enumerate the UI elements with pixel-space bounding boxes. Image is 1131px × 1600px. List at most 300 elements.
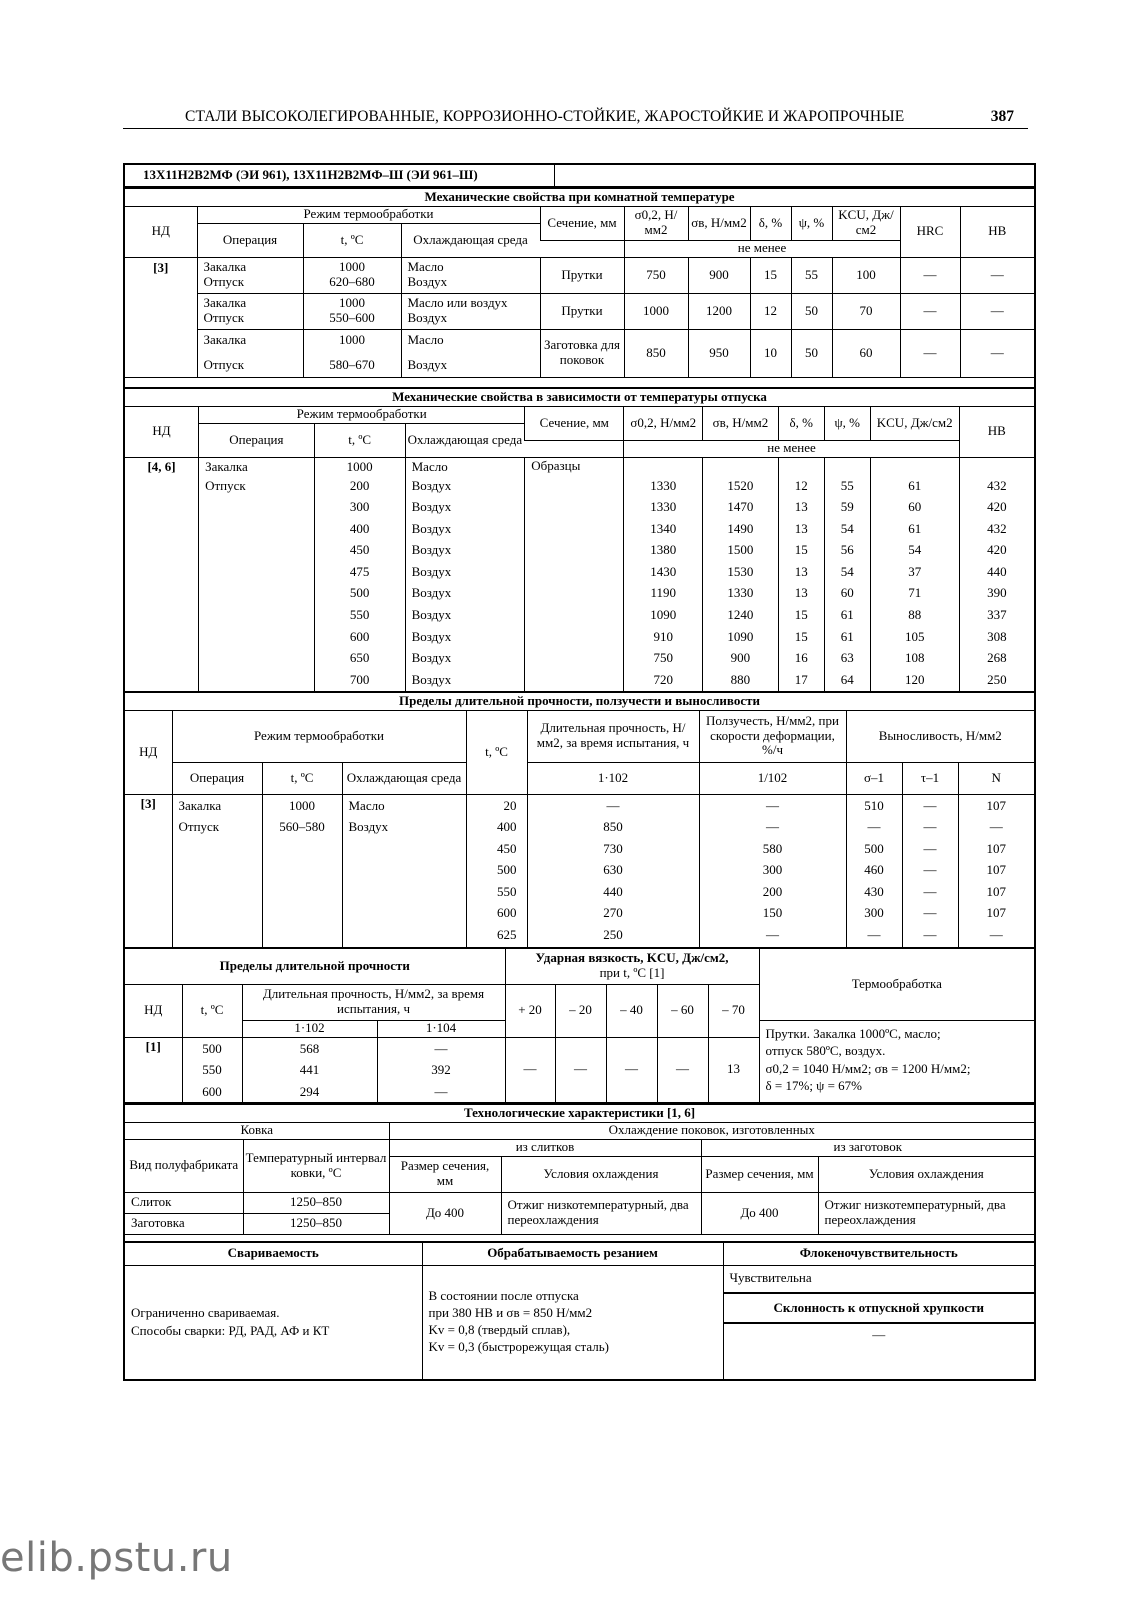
s2-m0: Масло bbox=[411, 458, 448, 474]
s1-op2: Отпуск bbox=[203, 357, 245, 372]
list-item: 1490 bbox=[727, 520, 754, 536]
s4-ht-line: отпуск 580ºС, воздух. bbox=[765, 1043, 886, 1059]
list-item: 55 bbox=[840, 477, 854, 493]
section-misc bbox=[125, 1241, 1034, 1383]
s1-hb: — bbox=[960, 329, 1034, 377]
list-item: 580 bbox=[762, 840, 783, 856]
list-item: Воздух bbox=[411, 671, 452, 687]
s5-type: Слиток bbox=[125, 1192, 243, 1213]
s6-brit-title: Склонность к отпускной хрупкости bbox=[723, 1293, 1034, 1323]
s3-h-t2: t, ºС bbox=[262, 762, 342, 794]
s1-h-mode: Режим термообработки bbox=[197, 206, 540, 223]
s1-h-min: не менее bbox=[624, 240, 900, 257]
steel-datasheet bbox=[123, 163, 1036, 1381]
list-item: — bbox=[434, 1083, 448, 1099]
s2-kcu-list bbox=[870, 457, 959, 691]
s1-hrc: — bbox=[900, 257, 960, 293]
list-item: Воздух bbox=[411, 499, 452, 515]
list-item: 1330 bbox=[650, 477, 677, 493]
list-item: 108 bbox=[904, 650, 925, 666]
s5-h-cond-1: Условия охлаждения bbox=[501, 1156, 701, 1192]
list-item: 61 bbox=[908, 520, 922, 536]
s1-h-section: Сечение, мм bbox=[540, 206, 624, 240]
s4-ht-line: Прутки. Закалка 1000ºС, масло; bbox=[765, 1025, 941, 1041]
s2-h-section: Сечение, мм bbox=[525, 406, 624, 440]
s3-h-sm1: σ–1 bbox=[846, 762, 902, 794]
list-item: 550 bbox=[497, 883, 517, 899]
s3-body bbox=[125, 794, 1034, 947]
list-item: — bbox=[606, 797, 620, 813]
list-item: 750 bbox=[653, 650, 673, 666]
list-item: 450 bbox=[349, 542, 370, 558]
list-item: 475 bbox=[349, 563, 370, 579]
list-item: 550 bbox=[349, 607, 370, 623]
s4-ht-line: σ0,2 = 1040 Н/мм2; σв = 1200 Н/мм2; bbox=[765, 1060, 971, 1076]
list-item: — bbox=[867, 927, 881, 943]
list-item: 441 bbox=[299, 1062, 320, 1078]
s1-m1: Масло bbox=[407, 259, 444, 275]
section-lp-kcu bbox=[125, 947, 1034, 1105]
list-item: 500 bbox=[349, 585, 370, 601]
list-item: — bbox=[867, 819, 881, 835]
list-item: 15 bbox=[794, 607, 808, 623]
s1-op1: Закалка bbox=[203, 332, 247, 348]
s6-flock-val: Чувствительна bbox=[723, 1265, 1034, 1293]
s3-h-mode: Режим термообработки bbox=[172, 710, 466, 762]
table-row bbox=[125, 257, 1034, 293]
s2-body bbox=[125, 457, 1034, 691]
s6-weld-title: Свариваемость bbox=[125, 1243, 422, 1265]
table-row bbox=[125, 329, 1034, 377]
list-item: 432 bbox=[987, 520, 1007, 536]
list-item: 910 bbox=[653, 628, 673, 644]
section-temper-temp bbox=[125, 387, 1034, 693]
s5-cond-1: Отжиг низкотемпературный, два переохлаждения bbox=[501, 1192, 701, 1234]
list-item: 392 bbox=[431, 1062, 451, 1078]
s2-m-list bbox=[405, 457, 525, 691]
s2-t-list bbox=[314, 457, 405, 691]
s4-nd: [1] bbox=[125, 1037, 182, 1103]
s1-t2: 550–600 bbox=[329, 310, 375, 325]
list-item: 460 bbox=[864, 862, 884, 878]
s2-op2: Отпуск bbox=[205, 477, 246, 493]
s2-title: Механические свойства в зависимости от температуры отпуска bbox=[125, 389, 1034, 406]
s3-cr-list bbox=[699, 794, 846, 947]
list-item: 268 bbox=[987, 650, 1007, 666]
s3-m1: Масло bbox=[348, 797, 385, 813]
s1-t2: 620–680 bbox=[329, 274, 375, 289]
s4-kcu-0: — bbox=[505, 1037, 555, 1103]
s1-h-kcu: KCU, Дж/см2 bbox=[832, 206, 900, 240]
s2-h-t: t, ºС bbox=[314, 423, 405, 457]
list-item: 600 bbox=[349, 628, 370, 644]
list-item: 105 bbox=[904, 628, 925, 644]
s2-h-hb: НВ bbox=[959, 406, 1034, 457]
s4-title-kcu bbox=[505, 949, 759, 984]
s1-sv: 900 bbox=[688, 257, 750, 293]
s1-h-t: t, ºС bbox=[303, 223, 401, 257]
s1-h-sv: σв, Н/мм2 bbox=[688, 206, 750, 240]
list-item: 650 bbox=[349, 650, 370, 666]
s4-title-lp: Пределы длительной прочности bbox=[125, 949, 505, 984]
s5-cooling: Охлаждение поковок, изготовленных bbox=[389, 1122, 1034, 1139]
list-item: 308 bbox=[987, 628, 1007, 644]
s1-t1: 1000 bbox=[339, 259, 365, 275]
s1-sec: Заготовка для поковок bbox=[540, 329, 624, 377]
list-item: — bbox=[923, 862, 937, 878]
s3-h-lp: Длительная прочность, Н/мм2, за время испытания, ч bbox=[527, 710, 699, 762]
list-item: 300 bbox=[762, 862, 783, 878]
list-item: Воздух bbox=[411, 520, 452, 536]
page-number: 387 bbox=[990, 108, 1014, 125]
s2-op1: Закалка bbox=[205, 458, 248, 474]
s1-m2: Воздух bbox=[407, 357, 448, 372]
s2-h-kcu: KCU, Дж/см2 bbox=[870, 406, 959, 440]
list-item: 107 bbox=[986, 862, 1006, 878]
list-item: — bbox=[766, 819, 779, 835]
s1-m2: Воздух bbox=[407, 274, 448, 289]
list-item: 294 bbox=[299, 1083, 320, 1099]
s1-h-section-cont bbox=[540, 240, 624, 257]
list-item: 500 bbox=[864, 840, 884, 856]
watermark: elib.pstu.ru bbox=[0, 1535, 233, 1581]
s4-kcu-4: 13 bbox=[708, 1037, 759, 1103]
s5-h-size-2: Размер сечения, мм bbox=[701, 1156, 818, 1192]
s2-h-op: Операция bbox=[199, 423, 315, 457]
list-item: — bbox=[923, 840, 937, 856]
list-item: 64 bbox=[840, 671, 854, 687]
list-item: — bbox=[923, 819, 937, 835]
list-item: 200 bbox=[349, 477, 370, 493]
list-item: 390 bbox=[987, 585, 1007, 601]
s3-tau-list bbox=[902, 794, 958, 947]
s1-s02: 1000 bbox=[624, 293, 688, 329]
s1-sv: 950 bbox=[688, 329, 750, 377]
list-item: 1330 bbox=[727, 585, 754, 601]
list-item: 20 bbox=[503, 797, 517, 813]
list-item: 270 bbox=[603, 905, 623, 921]
list-item: 500 bbox=[202, 1040, 222, 1056]
s2-d-list bbox=[778, 457, 824, 691]
s1-d: 15 bbox=[750, 257, 791, 293]
s1-t1: 1000 bbox=[339, 295, 365, 311]
s6-brit-val: — bbox=[723, 1323, 1034, 1379]
s3-h-medium: Охлаждающая среда bbox=[342, 762, 466, 794]
list-item: 13 bbox=[794, 499, 808, 515]
s4-t-list bbox=[182, 1037, 242, 1103]
s3-h-creep: Ползучесть, Н/мм2, при скорости деформации, %/ч bbox=[699, 710, 846, 762]
list-item: — bbox=[766, 927, 779, 943]
s2-h-nd: НД bbox=[125, 406, 199, 457]
list-item: 13 bbox=[794, 563, 808, 579]
list-item: 107 bbox=[986, 883, 1006, 899]
list-item: — bbox=[923, 927, 937, 943]
list-item: 1470 bbox=[727, 499, 754, 515]
list-item: 88 bbox=[908, 607, 922, 623]
list-item: 150 bbox=[762, 905, 783, 921]
s4-h-1e2: 1·102 bbox=[242, 1020, 377, 1037]
s5-h-range: Температурный интервал ковки, ºС bbox=[243, 1139, 389, 1192]
list-item: Воздух bbox=[411, 477, 452, 493]
s1-kcu: 100 bbox=[832, 257, 900, 293]
list-item: 16 bbox=[794, 650, 808, 666]
s3-h-lp-sub: 1·102 bbox=[527, 762, 699, 794]
s6-mach-line: Kv = 0,3 (быстрорежущая сталь) bbox=[428, 1338, 610, 1354]
s4-h-1e4: 1·104 bbox=[377, 1020, 505, 1037]
list-item: Воздух bbox=[411, 650, 452, 666]
s5-h-cond-2: Условия охлаждения bbox=[818, 1156, 1034, 1192]
s3-t-list bbox=[466, 794, 527, 947]
s1-sec: Прутки bbox=[540, 257, 624, 293]
s3-h-endur: Выносливость, Н/мм2 bbox=[846, 710, 1034, 762]
list-item: 510 bbox=[864, 797, 884, 813]
s1-hb: — bbox=[960, 293, 1034, 329]
s4-temp-2: – 40 bbox=[606, 984, 657, 1037]
s6-mach-title: Обрабатываемость резанием bbox=[422, 1243, 723, 1265]
list-item: 700 bbox=[349, 671, 370, 687]
s3-h-t: t, ºС bbox=[466, 710, 527, 794]
list-item: 1240 bbox=[727, 607, 754, 623]
list-item: 54 bbox=[840, 563, 854, 579]
list-item: 400 bbox=[349, 520, 370, 536]
list-item: 500 bbox=[497, 862, 517, 878]
s4-temp-1: – 20 bbox=[555, 984, 606, 1037]
list-item: — bbox=[766, 797, 779, 813]
s3-s-list bbox=[846, 794, 902, 947]
list-item: 1430 bbox=[650, 563, 677, 579]
list-item: 600 bbox=[497, 905, 517, 921]
s6-weld-line: Способы сварки: РД, РАД, АФ и КТ bbox=[131, 1323, 330, 1338]
list-item: Воздух bbox=[411, 607, 452, 623]
s5-size-1: До 400 bbox=[389, 1192, 501, 1234]
list-item: 200 bbox=[762, 883, 783, 899]
grade-row bbox=[125, 165, 1034, 187]
s4-title-kcu-sub: при t, ºС [1] bbox=[599, 965, 665, 981]
s1-h-hb: НВ bbox=[960, 206, 1034, 257]
s1-nd: [3] bbox=[125, 257, 197, 377]
s3-m2: Воздух bbox=[348, 819, 389, 835]
s5-type: Заготовка bbox=[125, 1213, 243, 1234]
s2-h-sv: σв, Н/мм2 bbox=[703, 406, 779, 440]
list-item: — bbox=[434, 1040, 448, 1056]
s1-s02: 750 bbox=[624, 257, 688, 293]
list-item: 63 bbox=[840, 650, 854, 666]
s1-title: Механические свойства при комнатной температуре bbox=[125, 189, 1034, 206]
list-item: 107 bbox=[986, 905, 1006, 921]
list-item: 250 bbox=[987, 671, 1007, 687]
table-row bbox=[125, 1192, 1034, 1213]
list-item: 61 bbox=[840, 607, 854, 623]
s5-cond-2: Отжиг низкотемпературный, два переохлаждения bbox=[818, 1192, 1034, 1234]
running-title: СТАЛИ ВЫСОКОЛЕГИРОВАННЫЕ, КОРРОЗИОННО-СТОЙКИЕ, ЖАРОСТОЙКИЕ И ЖАРОПРОЧНЫЕ bbox=[185, 108, 905, 125]
s2-sec: Образцы bbox=[525, 457, 624, 691]
list-item: 13 bbox=[794, 585, 808, 601]
s2-h-s02: σ0,2, Н/мм2 bbox=[624, 406, 703, 440]
s1-m2: Воздух bbox=[407, 310, 448, 325]
s1-hrc: — bbox=[900, 329, 960, 377]
s5-size-2: До 400 bbox=[701, 1192, 818, 1234]
list-item: 400 bbox=[497, 819, 517, 835]
s1-t1: 1000 bbox=[339, 332, 365, 348]
list-item: 420 bbox=[987, 499, 1007, 515]
s3-h-nd: НД bbox=[125, 710, 172, 794]
list-item: — bbox=[989, 819, 1003, 835]
list-item: 54 bbox=[840, 520, 854, 536]
list-item: 1090 bbox=[650, 607, 677, 623]
section-creep bbox=[125, 691, 1034, 949]
list-item: 625 bbox=[497, 927, 517, 943]
list-item: 440 bbox=[987, 563, 1007, 579]
list-item: — bbox=[923, 883, 937, 899]
list-item: 337 bbox=[987, 607, 1007, 623]
s6-mach-line: В состоянии после отпуска bbox=[428, 1288, 579, 1304]
s4-title-ht: Термообработка bbox=[759, 949, 1034, 1020]
s2-s02-list bbox=[624, 457, 703, 691]
s3-op2: Отпуск bbox=[178, 819, 220, 835]
list-item: 71 bbox=[908, 585, 922, 601]
s2-h-medium: Охлаждающая среда bbox=[405, 423, 525, 457]
list-item: 420 bbox=[987, 542, 1007, 558]
list-item: 1090 bbox=[727, 628, 754, 644]
list-item: 300 bbox=[349, 499, 370, 515]
s1-sec: Прутки bbox=[540, 293, 624, 329]
s3-t1: 1000 bbox=[289, 797, 315, 813]
s1-kcu: 70 bbox=[832, 293, 900, 329]
s1-h-s02: σ0,2, Н/мм2 bbox=[624, 206, 688, 240]
s4-ht-text bbox=[759, 1020, 1034, 1103]
s1-psi: 50 bbox=[791, 329, 832, 377]
s1-op1: Закалка bbox=[203, 259, 247, 275]
list-item: 15 bbox=[794, 542, 808, 558]
s1-m1: Масло или воздух bbox=[407, 295, 508, 311]
s1-hb: — bbox=[960, 257, 1034, 293]
s3-title: Пределы длительной прочности, ползучести и выносливости bbox=[125, 693, 1034, 710]
s1-sv: 1200 bbox=[688, 293, 750, 329]
list-item: 13 bbox=[794, 520, 808, 536]
s6-flock-title: Флокеночувствительность bbox=[723, 1243, 1034, 1265]
s3-h-tm1: τ–1 bbox=[902, 762, 958, 794]
list-item: 60 bbox=[908, 499, 922, 515]
s4-h-nd: НД bbox=[125, 984, 182, 1037]
list-item: Воздух bbox=[411, 628, 452, 644]
s2-t0: 1000 bbox=[346, 458, 373, 474]
s4-kcu-3: — bbox=[657, 1037, 708, 1103]
s6-mach-text bbox=[422, 1265, 723, 1379]
s1-psi: 55 bbox=[791, 257, 832, 293]
list-item: Воздух bbox=[411, 563, 452, 579]
list-item: 850 bbox=[603, 819, 623, 835]
list-item: 300 bbox=[864, 905, 884, 921]
s6-mach-line: при 380 НВ и σв = 850 Н/мм2 bbox=[428, 1305, 593, 1321]
list-item: 450 bbox=[497, 840, 517, 856]
s2-h-min: не менее bbox=[624, 440, 959, 457]
list-item: 900 bbox=[730, 650, 751, 666]
s5-range: 1250–850 bbox=[243, 1192, 389, 1213]
s1-d: 12 bbox=[750, 293, 791, 329]
list-item: 120 bbox=[904, 671, 925, 687]
s2-h-psi: ψ, % bbox=[824, 406, 870, 440]
list-item: Воздух bbox=[411, 585, 452, 601]
s1-op2: Отпуск bbox=[203, 274, 245, 289]
s4-a-list bbox=[242, 1037, 377, 1103]
list-item: 568 bbox=[299, 1040, 320, 1056]
s4-temp-3: – 60 bbox=[657, 984, 708, 1037]
list-item: 15 bbox=[794, 628, 808, 644]
s5-range: 1250–850 bbox=[243, 1213, 389, 1234]
s4-ht-line: δ = 17%; ψ = 67% bbox=[765, 1078, 862, 1094]
list-item: 61 bbox=[840, 628, 854, 644]
s2-h-mode: Режим термообработки bbox=[199, 406, 525, 423]
s4-b-list bbox=[377, 1037, 505, 1103]
list-item: 1190 bbox=[650, 585, 676, 601]
grade-blank bbox=[555, 165, 1035, 187]
s1-d: 10 bbox=[750, 329, 791, 377]
s5-forging: Ковка bbox=[125, 1122, 389, 1139]
list-item: 550 bbox=[202, 1062, 222, 1078]
running-header bbox=[123, 108, 1028, 129]
s4-kcu-1: — bbox=[555, 1037, 606, 1103]
list-item: 600 bbox=[202, 1083, 222, 1099]
s4-title-kcu-text: Ударная вязкость, KCU, Дж/см2, bbox=[535, 950, 729, 966]
s3-t2: 560–580 bbox=[279, 819, 325, 835]
list-item: 430 bbox=[864, 883, 884, 899]
s6-weld-line: Ограниченно свариваемая. bbox=[131, 1304, 280, 1320]
list-item: 880 bbox=[730, 671, 751, 687]
s1-op1: Закалка bbox=[203, 295, 247, 311]
s4-h-t: t, ºС bbox=[182, 984, 242, 1037]
s3-h-n: N bbox=[958, 762, 1034, 794]
list-item: 59 bbox=[840, 499, 854, 515]
list-item: 107 bbox=[986, 797, 1006, 813]
s1-h-hrc: HRC bbox=[900, 206, 960, 257]
s2-h-section-cont bbox=[525, 440, 624, 457]
s5-from-ingots: из слитков bbox=[389, 1139, 701, 1156]
s3-h-creep-sub: 1/102 bbox=[699, 762, 846, 794]
list-item: 1340 bbox=[650, 520, 677, 536]
s4-temp-0: + 20 bbox=[505, 984, 555, 1037]
list-item: 12 bbox=[794, 477, 808, 493]
list-item: Воздух bbox=[411, 542, 452, 558]
list-item: 630 bbox=[603, 862, 623, 878]
list-item: 1530 bbox=[727, 563, 754, 579]
s2-sv-list bbox=[703, 457, 779, 691]
grade-name: 13Х11Н2В2МФ (ЭИ 961), 13Х11Н2В2МФ–Ш (ЭИ 961–Ш) bbox=[125, 165, 555, 187]
list-item: 1520 bbox=[727, 477, 754, 493]
section-room-temp bbox=[125, 187, 1034, 389]
list-item: 60 bbox=[840, 585, 854, 601]
s1-h-nd: НД bbox=[125, 206, 197, 257]
s3-lp-list bbox=[527, 794, 699, 947]
list-item: 1380 bbox=[650, 542, 677, 558]
s1-t2: 580–670 bbox=[329, 357, 375, 372]
s1-psi: 50 bbox=[791, 293, 832, 329]
list-item: 54 bbox=[908, 542, 922, 558]
list-item: 17 bbox=[794, 671, 808, 687]
list-item: — bbox=[923, 905, 937, 921]
s4-h-lp: Длительная прочность, Н/мм2, за время испытания, ч bbox=[242, 984, 505, 1020]
s1-h-psi: ψ, % bbox=[791, 206, 832, 240]
list-item: 1500 bbox=[727, 542, 754, 558]
s2-nd: [4, 6] bbox=[125, 457, 199, 691]
s2-psi-list bbox=[824, 457, 870, 691]
list-item: — bbox=[989, 927, 1003, 943]
s2-hb-list bbox=[959, 457, 1034, 691]
s1-s02: 850 bbox=[624, 329, 688, 377]
s3-h-op: Операция bbox=[172, 762, 262, 794]
list-item: 107 bbox=[986, 840, 1006, 856]
s1-h-medium: Охлаждающая среда bbox=[401, 223, 540, 257]
list-item: 250 bbox=[603, 927, 623, 943]
